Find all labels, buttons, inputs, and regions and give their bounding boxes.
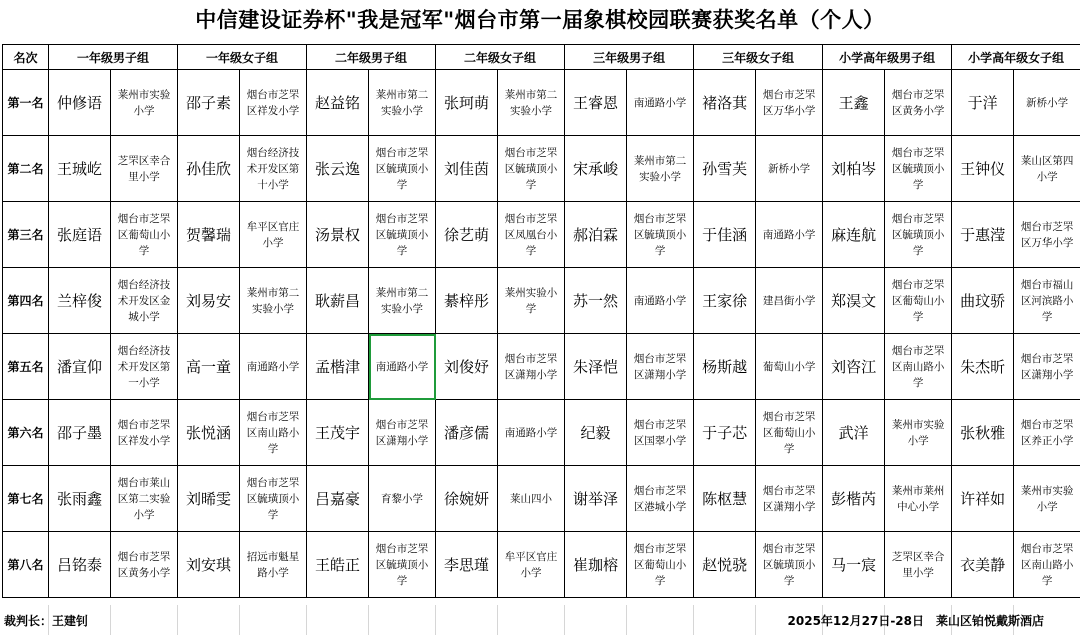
player-name-cell[interactable]: 王家徐 (694, 268, 756, 334)
school-cell[interactable]: 烟台市芝罘区毓璜顶小学 (369, 136, 436, 202)
table-row (3, 70, 1080, 136)
player-name-cell[interactable]: 苏一然 (565, 268, 627, 334)
player-name-cell[interactable]: 武洋 (823, 400, 885, 466)
school-cell[interactable]: 烟台经济技术开发区第十小学 (240, 136, 307, 202)
player-name-cell[interactable]: 于洋 (952, 70, 1014, 136)
school-cell[interactable]: 烟台市芝罘区南山路小学 (885, 334, 952, 400)
school-cell[interactable]: 南通路小学 (498, 400, 565, 466)
school-cell[interactable]: 南通路小学 (756, 202, 823, 268)
referee-label[interactable]: 裁判长：王建钊 (4, 614, 89, 628)
rank-cell[interactable]: 第四名 (3, 268, 49, 334)
player-name-cell[interactable]: 潘彦儒 (436, 400, 498, 466)
school-cell[interactable]: 烟台市芝罘区葡萄山小学 (885, 268, 952, 334)
school-cell[interactable]: 烟台市芝罘区黄务小学 (111, 532, 178, 598)
school-cell[interactable]: 莱州市第二实验小学 (369, 70, 436, 136)
header-row (3, 45, 1080, 70)
player-name-cell[interactable]: 褚洛萁 (694, 70, 756, 136)
player-name-cell[interactable]: 吕铭泰 (49, 532, 111, 598)
player-name-cell[interactable]: 仲修语 (49, 70, 111, 136)
player-name-cell[interactable]: 张悦涵 (178, 400, 240, 466)
school-cell[interactable]: 莱山四小 (498, 466, 565, 532)
table-row (3, 400, 1080, 466)
rank-cell[interactable]: 第一名 (3, 70, 49, 136)
page-title: 中信建设证券杯"我是冠军"烟台市第一届象棋校园联赛获奖名单（个人） (195, 8, 885, 32)
header-group-6[interactable]: 三年级女子组 (694, 45, 823, 70)
school-cell[interactable]: 烟台市芝罘区毓璜顶小学 (627, 202, 694, 268)
school-cell[interactable]: 莱山区第四小学 (1014, 136, 1080, 202)
player-name-cell[interactable]: 孟楷津 (307, 334, 369, 400)
gridline (368, 605, 369, 635)
gridline (497, 605, 498, 635)
rank-cell[interactable]: 第八名 (3, 532, 49, 598)
school-cell[interactable]: 招远市魁星路小学 (240, 532, 307, 598)
player-name-cell[interactable]: 宋承峻 (565, 136, 627, 202)
school-cell[interactable]: 烟台市芝罘区祥发小学 (111, 400, 178, 466)
school-cell[interactable]: 葡萄山小学 (756, 334, 823, 400)
player-name-cell[interactable]: 于惠滢 (952, 202, 1014, 268)
school-cell[interactable]: 烟台市芝罘区潇翔小学 (369, 400, 436, 466)
player-name-cell[interactable]: 纪毅 (565, 400, 627, 466)
school-cell[interactable]: 烟台市芝罘区南山路小学 (1014, 532, 1080, 598)
player-name-cell[interactable]: 孙佳欣 (178, 136, 240, 202)
player-name-cell[interactable]: 王鑫 (823, 70, 885, 136)
table-row (3, 532, 1080, 598)
header-group-1[interactable]: 一年级男子组 (49, 45, 178, 70)
rank-cell[interactable]: 第五名 (3, 334, 49, 400)
gridline (693, 605, 694, 635)
player-name-cell[interactable]: 张秋雅 (952, 400, 1014, 466)
school-cell[interactable]: 烟台市芝罘区潇翔小学 (756, 466, 823, 532)
player-name-cell[interactable]: 赵悦骁 (694, 532, 756, 598)
player-name-cell[interactable]: 刘柏岑 (823, 136, 885, 202)
school-cell[interactable]: 莱州市莱州中心小学 (885, 466, 952, 532)
school-cell[interactable]: 烟台市芝罘区潇翔小学 (627, 334, 694, 400)
player-name-cell[interactable]: 郝泊霖 (565, 202, 627, 268)
school-cell[interactable]: 烟台市芝罘区黄务小学 (885, 70, 952, 136)
school-cell[interactable]: 莱州市实验小学 (885, 400, 952, 466)
player-name-cell[interactable]: 王皓正 (307, 532, 369, 598)
player-name-cell[interactable]: 高一童 (178, 334, 240, 400)
school-cell[interactable]: 烟台市芝罘区国翠小学 (627, 400, 694, 466)
player-name-cell[interactable]: 张雨鑫 (49, 466, 111, 532)
gridline (435, 605, 436, 635)
player-name-cell[interactable]: 耿薪昌 (307, 268, 369, 334)
school-cell[interactable]: 莱州实验小学 (498, 268, 565, 334)
table-row (3, 334, 1080, 400)
school-cell[interactable]: 烟台经济技术开发区金城小学 (111, 268, 178, 334)
player-name-cell[interactable]: 郑淏文 (823, 268, 885, 334)
player-name-cell[interactable]: 吕嘉豪 (307, 466, 369, 532)
header-group-3[interactable]: 二年级男子组 (307, 45, 436, 70)
selected-cell[interactable]: 南通路小学 (369, 334, 436, 400)
player-name-cell[interactable]: 崔珈榕 (565, 532, 627, 598)
player-name-cell[interactable]: 孙雪芙 (694, 136, 756, 202)
player-name-cell[interactable]: 邵子素 (178, 70, 240, 136)
player-name-cell[interactable]: 彭楷芮 (823, 466, 885, 532)
table-row (3, 268, 1080, 334)
rank-cell[interactable]: 第六名 (3, 400, 49, 466)
gridline (177, 605, 178, 635)
header-rank[interactable]: 名次 (3, 45, 49, 70)
school-cell[interactable]: 烟台市芝罘区葡萄山小学 (756, 400, 823, 466)
player-name-cell[interactable]: 綦梓彤 (436, 268, 498, 334)
school-cell[interactable]: 烟台市芝罘区毓璜顶小学 (756, 532, 823, 598)
player-name-cell[interactable]: 朱泽恺 (565, 334, 627, 400)
player-name-cell[interactable]: 张珂萌 (436, 70, 498, 136)
table-row (3, 136, 1080, 202)
school-cell[interactable]: 烟台市芝罘区葡萄山小学 (627, 532, 694, 598)
header-group-8[interactable]: 小学高年级女子组 (952, 45, 1080, 70)
player-name-cell[interactable]: 徐婉妍 (436, 466, 498, 532)
school-cell[interactable]: 莱州市第二实验小学 (498, 70, 565, 136)
player-name-cell[interactable]: 谢举泽 (565, 466, 627, 532)
table-row (3, 202, 1080, 268)
date-venue-label[interactable]: 2025年12月27日-28日 莱山区铂悦戴斯酒店 (787, 614, 1044, 628)
player-name-cell[interactable]: 杨斯越 (694, 334, 756, 400)
player-name-cell[interactable]: 王睿恩 (565, 70, 627, 136)
school-cell[interactable]: 烟台市芝罘区毓璜顶小学 (885, 136, 952, 202)
school-cell[interactable]: 烟台市芝罘区养正小学 (1014, 400, 1080, 466)
school-cell[interactable]: 烟台市芝罘区港城小学 (627, 466, 694, 532)
player-name-cell[interactable]: 刘晞雯 (178, 466, 240, 532)
school-cell[interactable]: 新桥小学 (756, 136, 823, 202)
rank-cell[interactable]: 第三名 (3, 202, 49, 268)
school-cell[interactable]: 烟台市莱山区第二实验小学 (111, 466, 178, 532)
header-group-4[interactable]: 二年级女子组 (436, 45, 565, 70)
gridline (564, 605, 565, 635)
school-cell[interactable]: 烟台市芝罘区毓璜顶小学 (498, 136, 565, 202)
player-name-cell[interactable]: 麻连航 (823, 202, 885, 268)
school-cell[interactable]: 南通路小学 (240, 334, 307, 400)
school-cell[interactable]: 莱州市第二实验小学 (369, 268, 436, 334)
school-cell[interactable]: 烟台经济技术开发区第一小学 (111, 334, 178, 400)
player-name-cell[interactable]: 王茂宇 (307, 400, 369, 466)
player-name-cell[interactable]: 刘佳茵 (436, 136, 498, 202)
gridline (755, 605, 756, 635)
gridline (306, 605, 307, 635)
player-name-cell[interactable]: 陈枢慧 (694, 466, 756, 532)
header-group-2[interactable]: 一年级女子组 (178, 45, 307, 70)
player-name-cell[interactable]: 刘易安 (178, 268, 240, 334)
player-name-cell[interactable]: 贺馨瑞 (178, 202, 240, 268)
player-name-cell[interactable]: 曲玟骄 (952, 268, 1014, 334)
player-name-cell[interactable]: 于子芯 (694, 400, 756, 466)
school-cell[interactable]: 芝罘区幸合里小学 (885, 532, 952, 598)
school-cell[interactable]: 新桥小学 (1014, 70, 1080, 136)
school-cell[interactable]: 莱州市第二实验小学 (627, 136, 694, 202)
school-cell[interactable]: 牟平区官庄小学 (240, 202, 307, 268)
header-group-5[interactable]: 三年级男子组 (565, 45, 694, 70)
school-cell[interactable]: 莱州市实验小学 (1014, 466, 1080, 532)
school-cell[interactable]: 莱州市第二实验小学 (240, 268, 307, 334)
player-name-cell[interactable]: 潘宣仰 (49, 334, 111, 400)
school-cell[interactable]: 烟台市芝罘区毓璜顶小学 (240, 466, 307, 532)
player-name-cell[interactable]: 刘安琪 (178, 532, 240, 598)
school-cell[interactable]: 烟台市芝罘区万华小学 (1014, 202, 1080, 268)
school-cell[interactable]: 南通路小学 (627, 268, 694, 334)
player-name-cell[interactable]: 朱杰昕 (952, 334, 1014, 400)
school-cell[interactable]: 烟台市芝罘区毓璜顶小学 (885, 202, 952, 268)
school-cell[interactable]: 烟台市芝罘区毓璜顶小学 (369, 532, 436, 598)
school-cell[interactable]: 牟平区官庄小学 (498, 532, 565, 598)
school-cell[interactable]: 建昌街小学 (756, 268, 823, 334)
player-name-cell[interactable]: 王钟仪 (952, 136, 1014, 202)
school-cell[interactable]: 烟台市福山区河滨路小学 (1014, 268, 1080, 334)
player-name-cell[interactable]: 汤景权 (307, 202, 369, 268)
school-cell[interactable]: 烟台市芝罘区南山路小学 (240, 400, 307, 466)
player-name-cell[interactable]: 张庭语 (49, 202, 111, 268)
school-cell[interactable]: 烟台市芝罘区祥发小学 (240, 70, 307, 136)
player-name-cell[interactable]: 马一宸 (823, 532, 885, 598)
rank-cell[interactable]: 第七名 (3, 466, 49, 532)
player-name-cell[interactable]: 李思瑾 (436, 532, 498, 598)
school-cell[interactable]: 莱州市实验小学 (111, 70, 178, 136)
gridline (626, 605, 627, 635)
player-name-cell[interactable]: 赵益铭 (307, 70, 369, 136)
school-cell[interactable]: 育黎小学 (369, 466, 436, 532)
gridline (110, 605, 111, 635)
player-name-cell[interactable]: 许祥如 (952, 466, 1014, 532)
player-name-cell[interactable]: 张云逸 (307, 136, 369, 202)
player-name-cell[interactable]: 刘俊妤 (436, 334, 498, 400)
player-name-cell[interactable]: 徐艺萌 (436, 202, 498, 268)
school-cell[interactable]: 芝罘区幸合里小学 (111, 136, 178, 202)
results-table (2, 44, 1080, 598)
school-cell[interactable]: 烟台市芝罘区潇翔小学 (498, 334, 565, 400)
player-name-cell[interactable]: 刘咨江 (823, 334, 885, 400)
rank-cell[interactable]: 第二名 (3, 136, 49, 202)
player-name-cell[interactable]: 邵子墨 (49, 400, 111, 466)
school-cell[interactable]: 烟台市芝罘区潇翔小学 (1014, 334, 1080, 400)
school-cell[interactable]: 烟台市芝罘区万华小学 (756, 70, 823, 136)
table-row (3, 466, 1080, 532)
player-name-cell[interactable]: 兰梓俊 (49, 268, 111, 334)
footer (0, 605, 1080, 635)
header-group-7[interactable]: 小学高年级男子组 (823, 45, 952, 70)
school-cell[interactable]: 烟台市芝罘区凤凰台小学 (498, 202, 565, 268)
player-name-cell[interactable]: 王珹屹 (49, 136, 111, 202)
school-cell[interactable]: 烟台市芝罘区葡萄山小学 (111, 202, 178, 268)
player-name-cell[interactable]: 衣美静 (952, 532, 1014, 598)
school-cell[interactable]: 南通路小学 (627, 70, 694, 136)
gridline (239, 605, 240, 635)
player-name-cell[interactable]: 于佳涵 (694, 202, 756, 268)
school-cell[interactable]: 烟台市芝罘区毓璜顶小学 (369, 202, 436, 268)
